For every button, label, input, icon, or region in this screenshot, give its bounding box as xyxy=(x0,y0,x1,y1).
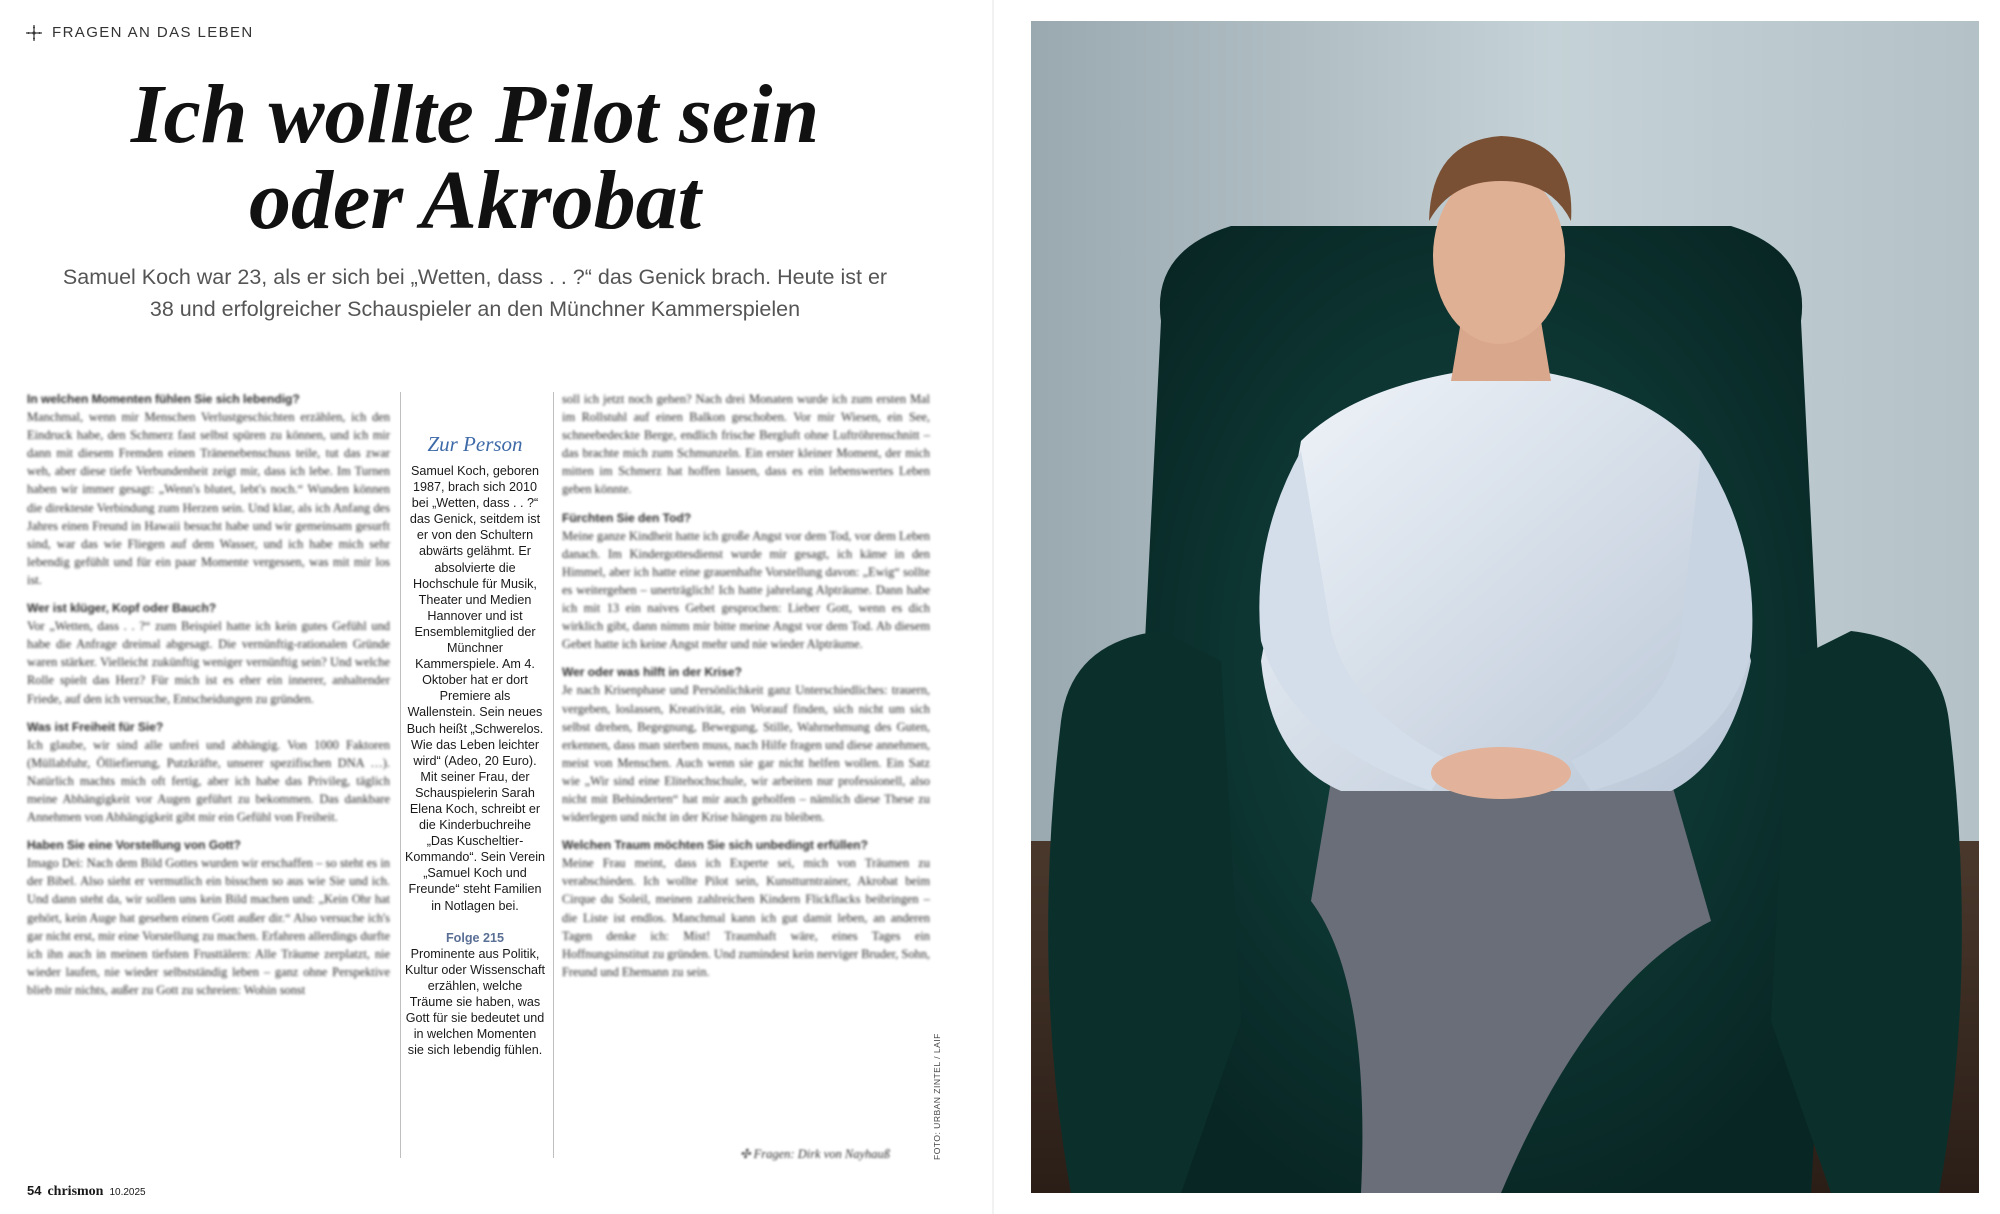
answer: Manchmal, wenn mir Menschen Verlustgeschichten erzählen, ich den Eindruck habe, den Schmerz fast selbst spüren zu können, und ich mir dann mit diesem Fremden einen Tränenebenschuss teile, tut das zwar weh, aber diese tiefe Verbundenheit zeigt mir, dass ich lebe. Im Turnen haben wir immer gesagt: „Wenn's blutet, lebt's noch.“ Wunden können die direkteste Verbindung zum Herzen sein. Und klar, als ich Anfang des Jahres einen Freund in Hawaii besucht habe und wir gemeinsam gesurft sind, war das wie Fliegen auf dem Wasser, und ich habe mich sehr lebendig gefühlt und für ein paar Momente vergessen, was mit mir los ist. xyxy=(27,410,390,587)
column-rule-right xyxy=(553,392,554,1158)
arrow-icon: ✣ xyxy=(740,1147,754,1161)
page-number: 54 xyxy=(27,1183,42,1198)
interview-credit: ✣ Fragen: Dirk von Nayhauß xyxy=(740,1147,891,1161)
headline-line-2: oder Akrobat xyxy=(249,154,701,247)
page-gutter xyxy=(992,0,994,1214)
question: Wer oder was hilft in der Krise? xyxy=(562,665,742,680)
right-page xyxy=(1000,0,2000,1214)
column-rule-left xyxy=(400,392,401,1158)
question: Wer ist klüger, Kopf oder Bauch? xyxy=(27,601,217,616)
magazine-name: chrismon xyxy=(47,1184,104,1199)
answer: Imago Dei: Nach dem Bild Gottes wurden wir erschaffen – so steht es in der Bibel. Also sieht er vermutlich ein bisschen so aus wie Sie und ich. Und dann steht da, wir sollen uns kein Bild machen und: „Kein Ohr hat gehört, kein Auge hat gesehen einen Gott außer dir.“ Also versuche ich's gar nicht erst, mir eine Vorstellung zu machen. Erfahren allerdings durfte ich ihn auch in meinen tiefsten Frusttälern: Alle Träume zerplatzt, nie wieder laufen, nie wieder selbstständig leben – ganz ohne Perspektive blieb mir nichts, außer zu Gott zu schreien: Wohin sonst xyxy=(27,856,390,997)
left-page xyxy=(0,0,990,1214)
interview-column-right xyxy=(562,390,930,991)
photo-credit: FOTO: URBAN ZINTEL / LAIF xyxy=(932,1033,942,1160)
sidebar-zur-person xyxy=(405,432,545,1058)
question: In welchen Momenten fühlen Sie sich lebendig? xyxy=(27,392,300,406)
compass-cross-icon xyxy=(26,25,42,41)
answer: Vor „Wetten, dass . . ?“ zum Beispiel hatte ich kein gutes Gefühl und habe die Anfrage dreimal abgesagt. Die vernünftig-rationalen Gründe waren stärker. Vielleicht zukünftig weniger vernünftig sein? Und welche Rolle spielt das Herz? Für mich ist es eher ein innerer, anhaltender Friede, auf den ich versuche, Entscheidungen zu gründen. xyxy=(27,619,390,706)
portrait-photo xyxy=(1031,21,1979,1193)
answer: Meine Frau meint, dass ich Experte sei, mich von Träumen zu verabschieden. Ich wollte Pilot sein, Kunstturntrainer, Akrobat beim Cirque du Soleil, meinen zahlreichen Kindern Flickflacks beibringen – die Liste ist endlos. Manchmal kann ich gut damit leben, an anderen Tagen denke ich: Mist! Traumhaft wäre, eines Tages ein Hoffnungsinstitut zu gründen. Und zumindest kein nerviger Bruder, Sohn, Freund und Ehemann zu sein. xyxy=(562,856,930,979)
interview-column-left xyxy=(27,390,390,1009)
sidebar-title: Zur Person xyxy=(427,432,523,456)
headline xyxy=(40,68,910,247)
answer: Ich glaube, wir sind alle unfrei und abhängig. Von 1000 Faktoren (Müllabfuhr, Ölliefierung, Putzkräfte, unserer spezifischen DNA …). Natürlich machts mich oft fertig, aber ich habe das Privileg, täglich meine Abhängigkeit vor Augen geführt zu bekommen. Das dankbare Annehmen von Abhängigkeit gibt mir ein Gefühl von Freiheit. xyxy=(27,737,390,825)
answer: Meine ganze Kindheit hatte ich große Angst vor dem Tod, vor dem Leben danach. Im Kindergottesdienst wurde mir gesagt, ich käme in den Himmel, aber ich hatte eine grauenhafte Vorstellung davon: „Ewig“ sollte es weitergehen – unerträglich! Ich hatte jahrelang Alpträume. Dann habe ich mit 13 ein naives Gebet gesprochen: Lieber Gott, wenn es dich wirklich gibt, dann nimm mir bitte meine Angst vor dem Tod. Ab diesem Gebet hatte ich keine Angst mehr und nie wieder Alpträume. xyxy=(562,528,930,652)
answer: soll ich jetzt noch gehen? Nach drei Monaten wurde ich zum ersten Mal im Rollstuhl auf einen Balkon geschoben. Vor mir Wiesen, ein See, schneebedeckte Berge, endlich frische Bergluft ohne Luftröhrenschnitt – das brachte mich zum Schmunzeln. Ein erster kleiner Moment, der mich mitten im Schmerz hat hoffen lassen, dass es ein lebenswertes Leben geben könnte. xyxy=(562,392,930,497)
series-label: Folge 215 xyxy=(445,930,505,945)
subhead: Samuel Koch war 23, als er sich bei „Wetten, dass . . ?“ das Genick brach. Heute ist er 38 und erfolgreicher Schauspieler an den Münchner Kammerspielen xyxy=(62,265,888,321)
kicker-label: FRAGEN AN DAS LEBEN xyxy=(52,24,254,41)
kicker xyxy=(26,24,254,41)
page-footer xyxy=(27,1183,146,1200)
answer: Je nach Krisenphase und Persönlichkeit ganz Unterschiedliches: trauern, vergeben, loslassen, Kreativität, ein Worauf finden, sich nicht um sich selbst drehen, Begegnung, Bewegung, Stille, Wahrnehmung des Guten, erkennen, dass man sterben muss, nach Hilfe fragen und diese annehmen, meist von Menschen. Auch wenn sie gar nicht helfen wollen. Ein Satz wie „Wir sind eine Elitehochschule, wir arbeiten nur professionell, also nicht mit Behinderten“ hat mir auch geholfen – nämlich diese These zu widerlegen und nicht in der Krise hängen zu bleiben. xyxy=(562,683,930,825)
headline-line-1: Ich wollte Pilot sein xyxy=(130,68,820,161)
question: Haben Sie eine Vorstellung von Gott? xyxy=(27,838,241,853)
sidebar-text: Samuel Koch, geboren 1987, brach sich 2010 bei „Wetten, dass . . ?“ das Genick, seitdem ist er von den Schultern abwärts gelähmt. Er absolvierte die Hochschule für Musik, Theater und Medien Hannover und ist Ensemblemitglied der Münchner Kammerspiele. Am 4. Oktober hat er dort Premiere als Wallenstein. Sein neues Buch heißt „Schwerelos. Wie das Leben leichter wird“ (Adeo, 20 Euro). Mit seiner Frau, der Schauspielerin Sarah Elena Koch, schreibt er die Kinderbuchreihe „Das Kuscheltier-Kommando“. Sein Verein „Samuel Koch und Freunde“ steht Familien in Notlagen bei. xyxy=(405,464,546,913)
question: Welchen Traum möchten Sie sich unbedingt erfüllen? xyxy=(562,838,868,853)
question: Was ist Freiheit für Sie? xyxy=(27,719,164,734)
issue-date: 10.2025 xyxy=(109,1187,146,1198)
question: Fürchten Sie den Tod? xyxy=(562,510,692,525)
series-text: Prominente aus Politik, Kultur oder Wissenschaft erzählen, welche Träume sie haben, was Gott für sie bedeutet und in welchen Momenten sie sich lebendig fühlen. xyxy=(405,946,545,1058)
